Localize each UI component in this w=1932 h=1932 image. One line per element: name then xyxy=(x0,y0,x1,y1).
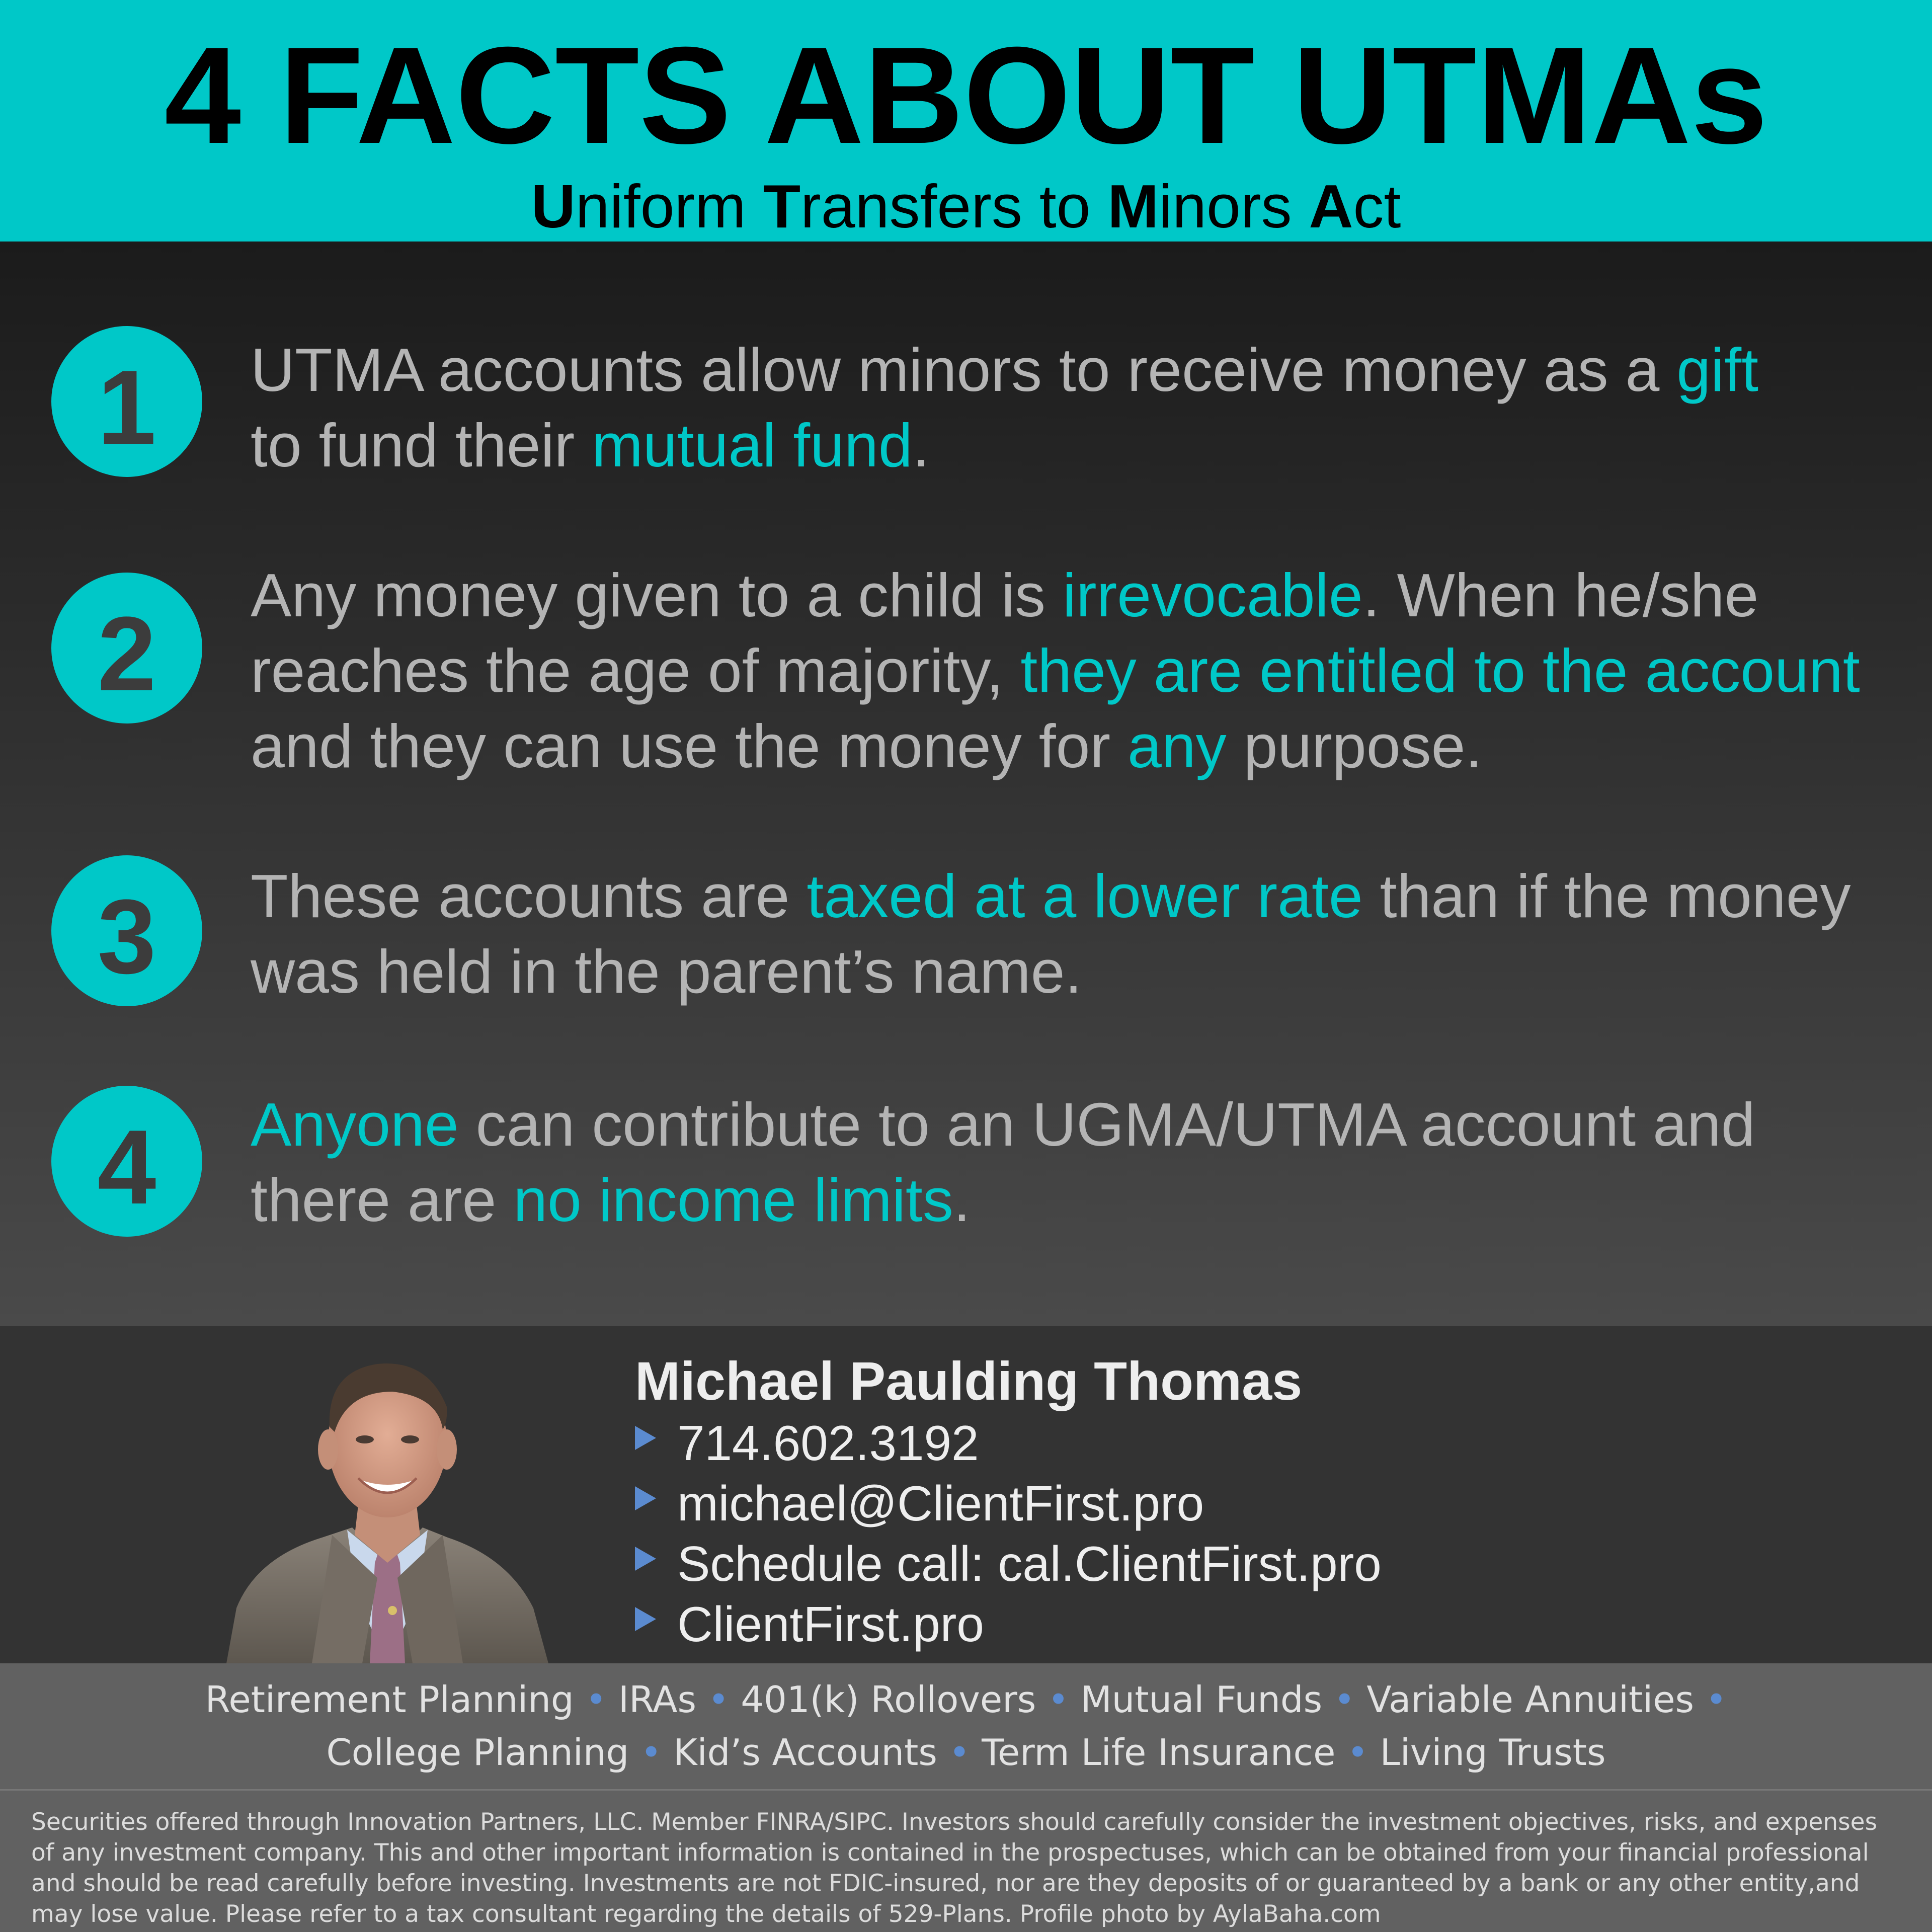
page-subtitle xyxy=(0,174,1932,239)
fact-highlight: no income limits xyxy=(513,1166,953,1234)
fact-highlight: any xyxy=(1127,712,1227,780)
service-item: Kid’s Accounts xyxy=(673,1731,937,1774)
fact-text-segment: These accounts are xyxy=(251,862,807,930)
services-row-1 xyxy=(0,1674,1932,1725)
facts-section xyxy=(0,242,1932,1326)
service-item: IRAs xyxy=(618,1678,696,1721)
disclaimer-text: Securities offered through Innovation Partners, LLC. Member FINRA/SIPC. Investors should carefully consider the investment objectives, risks, and expenses of any investment company. This and other important information is contained in the prospectuses, which can be obtained from your financial professional and should be read carefully before investing. Investments are not FDIC-insured, nor are they deposits of or guaranteed by a bank or any other entity,and may lose value. Please refer to a tax consultant regarding the details of 529-Plans. Profile photo by AylaBaha.com xyxy=(31,1808,1878,1928)
triangle-bullet-icon xyxy=(635,1426,656,1450)
bullet-dot-icon: • xyxy=(640,1731,662,1774)
service-item: Term Life Insurance xyxy=(982,1731,1336,1774)
subtitle-part: ct xyxy=(1353,172,1401,240)
subtitle-initial-m: M xyxy=(1107,172,1159,240)
fact-text-segment: to fund their xyxy=(251,411,592,479)
bullet-dot-icon: • xyxy=(1347,1731,1369,1774)
advisor-name: Michael Paulding Thomas xyxy=(635,1350,1303,1411)
subtitle-initial-a: A xyxy=(1309,172,1353,240)
service-item: Retirement Planning xyxy=(205,1678,574,1721)
website-value[interactable]: ClientFirst.pro xyxy=(677,1596,984,1652)
fact-1-number: 1 xyxy=(97,348,156,466)
fact-text-segment: can contribute to an UGMA/UTMA account and there are xyxy=(251,1090,1755,1234)
page-title: 4 FACTS ABOUT UTMAs xyxy=(164,19,1768,173)
triangle-bullet-icon xyxy=(635,1486,656,1510)
fact-highlight: irrevocable xyxy=(1062,561,1363,629)
subtitle-part: niform xyxy=(575,172,763,240)
bullet-dot-icon: • xyxy=(948,1731,971,1774)
bullet-dot-icon: • xyxy=(1048,1678,1069,1721)
services-row-2 xyxy=(0,1727,1932,1778)
schedule-value[interactable]: Schedule call: cal.ClientFirst.pro xyxy=(677,1536,1382,1591)
service-item: Variable Annuities xyxy=(1366,1678,1695,1721)
service-item: 401(k) Rollovers xyxy=(741,1678,1036,1721)
fact-3-text xyxy=(251,858,1861,1009)
triangle-bullet-icon xyxy=(635,1547,656,1571)
fact-text-segment: and they can use the money for xyxy=(251,712,1128,780)
service-item: Mutual Funds xyxy=(1080,1678,1323,1721)
fact-3-number-badge xyxy=(51,855,202,1006)
fact-highlight: they are entitled to the account xyxy=(1020,636,1860,705)
disclaimer-section xyxy=(0,1791,1932,1932)
fact-text-segment: Any money given to a child is xyxy=(251,561,1063,629)
bullet-dot-icon: • xyxy=(1705,1678,1727,1721)
fact-4-number: 4 xyxy=(97,1108,156,1226)
services-banner xyxy=(0,1663,1932,1791)
bullet-dot-icon: • xyxy=(1334,1678,1355,1721)
fact-text-segment: purpose. xyxy=(1226,712,1483,780)
contact-section xyxy=(0,1326,1932,1663)
advisor-photo xyxy=(226,1326,548,1663)
fact-text-segment: than if the money was held in the parent’s name. xyxy=(251,862,1851,1006)
fact-2-number: 2 xyxy=(97,595,156,713)
subtitle-part: ransfers to xyxy=(800,172,1108,240)
fact-1-number-badge xyxy=(51,326,202,477)
bullet-dot-icon: • xyxy=(707,1678,730,1721)
service-item: Living Trusts xyxy=(1380,1731,1606,1774)
triangle-bullet-icon xyxy=(635,1607,656,1631)
fact-highlight: taxed at a lower rate xyxy=(807,862,1363,930)
fact-3-number: 3 xyxy=(97,877,156,996)
service-item: College Planning xyxy=(326,1731,629,1774)
fact-4-text xyxy=(251,1087,1861,1238)
fact-4-number-badge xyxy=(51,1086,202,1237)
subtitle-initial-t: T xyxy=(763,172,801,240)
fact-text-segment: . xyxy=(912,411,930,479)
subtitle-initial-u: U xyxy=(531,172,576,240)
fact-text-segment: . When he/she reaches the age of majority, xyxy=(251,561,1759,705)
phone-value[interactable]: 714.602.3192 xyxy=(677,1415,979,1471)
fact-1-text xyxy=(251,332,1861,483)
subtitle-part: inors xyxy=(1159,172,1309,240)
header-banner xyxy=(0,0,1932,242)
fact-highlight: gift xyxy=(1676,336,1758,404)
fact-2-text xyxy=(251,557,1861,784)
fact-text-segment: UTMA accounts allow minors to receive money as a xyxy=(251,336,1677,404)
email-value[interactable]: michael@ClientFirst.pro xyxy=(677,1476,1204,1531)
fact-2-number-badge xyxy=(51,573,202,723)
bullet-dot-icon: • xyxy=(585,1678,607,1721)
fact-highlight: mutual fund xyxy=(592,411,913,479)
fact-highlight: Anyone xyxy=(251,1090,459,1159)
fact-text-segment: . xyxy=(953,1166,971,1234)
